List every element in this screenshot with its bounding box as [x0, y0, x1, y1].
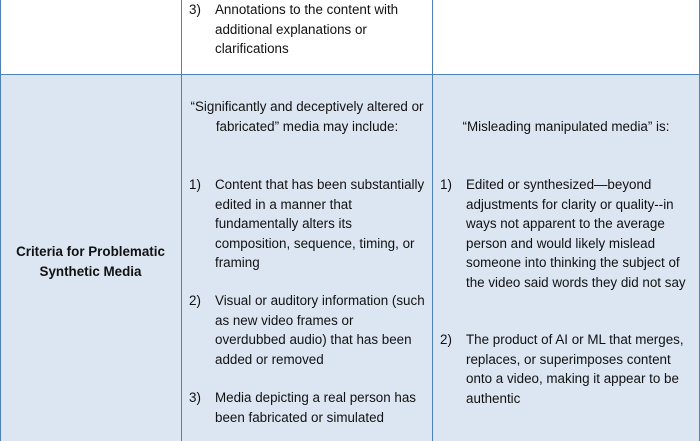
list-text: Edited or synthesized—beyond adjustments for clarity or quality--in ways not apparent to the average person and would likely mislead someone into thinking the subject of the video said words they did not say: [466, 177, 686, 290]
table-border-left: [0, 0, 1, 441]
list-number: 2): [189, 293, 201, 308]
col2-list-item-3: [189, 388, 425, 427]
list-number: 3): [189, 2, 201, 17]
column3-heading: “Misleading manipulated media” is:: [462, 119, 670, 134]
col3-list-item-1: [440, 175, 688, 292]
top-list-item-3: [189, 0, 425, 59]
table-divider-2: [432, 0, 433, 441]
col2-list-item-2: [189, 291, 425, 369]
list-number: 2): [440, 332, 452, 347]
table-divider-1: [181, 0, 182, 441]
list-text: The product of AI or ML that merges, replaces, or superimposes content onto a video, making it appear to be authentic: [466, 332, 684, 406]
list-number: 1): [189, 177, 201, 192]
col2-list-item-1: [189, 175, 425, 273]
list-text: Media depicting a real person has been fabricated or simulated: [215, 390, 416, 425]
list-number: 3): [189, 390, 201, 405]
list-text: Visual or auditory information (such as new video frames or overdubbed audio) that has been added or removed: [215, 293, 425, 367]
list-text: Content that has been substantially edited in a manner that fundamentally alters its composition, sequence, timing, or framing: [215, 177, 425, 270]
list-number: 1): [440, 177, 452, 192]
list-text: Annotations to the content with additional explanations or clarifications: [215, 2, 399, 56]
row-divider: [0, 74, 700, 75]
col3-list-item-2: [440, 330, 688, 408]
column2-heading: “Significantly and deceptively altered or fabricated” media may include:: [190, 99, 424, 134]
criteria-label: Criteria for Problematic Synthetic Media: [16, 244, 165, 279]
